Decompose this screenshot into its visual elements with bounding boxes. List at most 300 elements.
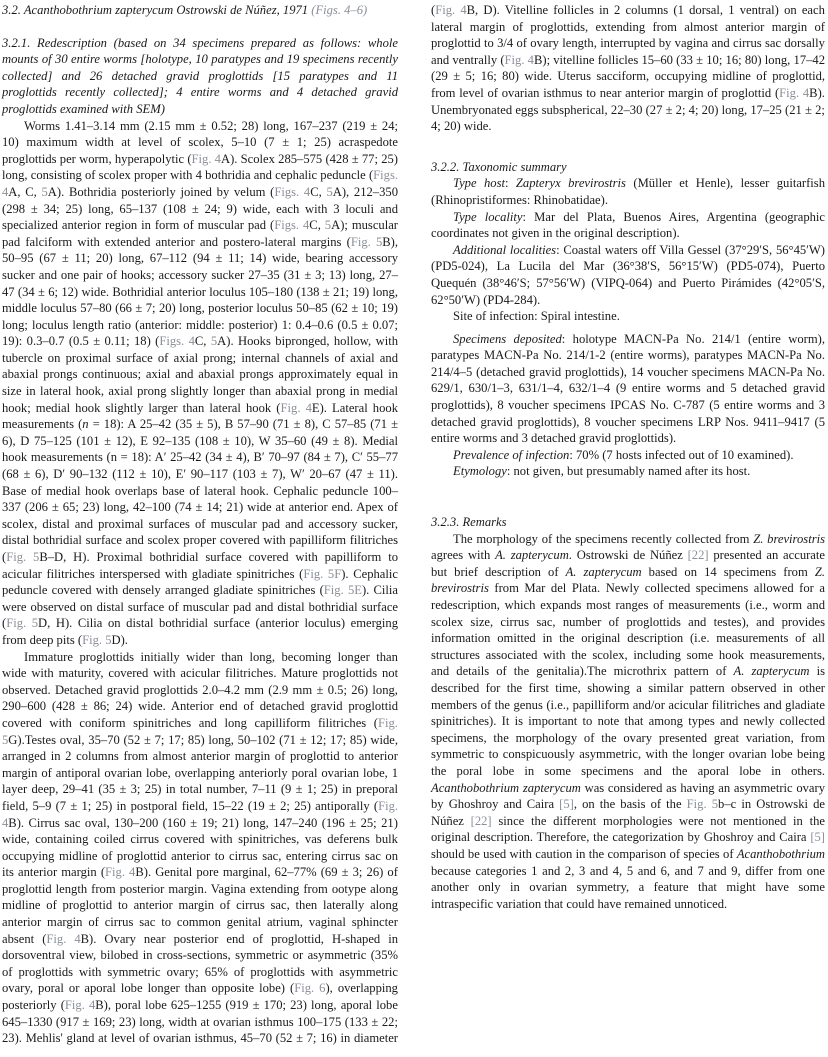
text-run: cross-sections, (156, 948, 231, 963)
text-run: columns (625, 3, 669, 17)
text-run: opposite (211, 981, 255, 996)
text-run: Uterus (557, 69, 591, 84)
text-run: at (200, 1014, 210, 1029)
text-run: subspherical, (541, 102, 608, 117)
text-run: or (292, 948, 304, 963)
text-run: laterally (323, 898, 365, 913)
text-run: C, (309, 218, 325, 233)
text-run: H-shaped (331, 931, 381, 946)
text-run: ). Cephalic peduncle covered with densely arranged gladiate spinitriches ( (2, 566, 398, 598)
text-run: sac, (262, 848, 282, 863)
text-run (166, 932, 174, 946)
text-run: marginal, (222, 865, 271, 880)
text-run: in (142, 948, 153, 963)
text-run: of (756, 69, 767, 84)
text-run: of (707, 85, 718, 100)
reference-link[interactable]: Fig. 4 (280, 400, 312, 415)
text-run: long, (372, 682, 398, 697)
reference-link[interactable]: Figs. 4 (159, 334, 195, 349)
text-run: end (226, 931, 245, 946)
text-run: gravid (106, 682, 140, 697)
text-run: with (79, 964, 102, 979)
text-run: symmetric (235, 948, 289, 963)
text-run: ( (500, 52, 505, 67)
text-run: to (483, 36, 494, 51)
text-run: ± (268, 798, 276, 813)
text-run: coiled (94, 832, 125, 847)
reference-link[interactable]: Fig. 5 (686, 797, 719, 812)
text-run: proglottids (322, 666, 378, 681)
text-run: midline (712, 69, 751, 84)
text-run: (33 (676, 52, 693, 67)
prevalence (431, 447, 825, 464)
right-column (431, 2, 825, 912)
text-run: poral (291, 765, 318, 780)
text-run: D, H). Cilia on distal bothridial surface (anterior loculus) emerging from deep pits ( (2, 616, 398, 647)
text-run: cirrus (229, 848, 258, 863)
text-run: deferens (327, 832, 370, 847)
text-run: coniform (79, 715, 126, 730)
text-run: 26) (351, 682, 369, 697)
text-run: observed. (2, 682, 51, 697)
italic-term: A. zapterycum (733, 664, 810, 679)
reference-link[interactable]: Fig. 5 (2, 715, 398, 747)
text-run: ± (316, 682, 324, 697)
italic-term: n (82, 417, 89, 432)
redescription-paragraph-continued (431, 2, 825, 135)
text-run: antiporally (315, 798, 370, 813)
text-run (505, 20, 512, 34)
text-run: becoming (281, 649, 332, 664)
reference-link[interactable]: Fig. 4 (435, 3, 467, 17)
text-run: long, (249, 649, 275, 664)
reference-link[interactable]: Fig. 4 (504, 52, 534, 67)
text-run: (160 (162, 815, 186, 830)
text-run: lobe, (362, 765, 388, 780)
text-run: A). Hooks bipronged, hollow, with tubercle on proximal surface of axial prong; internal channels of axial and abaxial prongs continuous; axial and abaxial prongs approximately equal in size in lateral hook, axial prong slightly longer than abaxial prong in medial hook; medial hook slightly larger than lateral hook ( (2, 334, 398, 415)
text-run: width (168, 1014, 197, 1029)
text-run: 19; (201, 815, 218, 830)
text-run: antiporal (55, 765, 101, 780)
text-run: dorsally (784, 36, 825, 51)
etymology-label: Etymology (453, 464, 507, 479)
text-run: long, (139, 1014, 165, 1029)
additional-localities-text: : Coastal waters off Villa Gessel (37°29′S, 56°45′W) (PD5-024), La Lucila del Mar (36°38′S, 56°15′W) (PD5-074), Puerto Quequén (38°46′S; 57°56′W) (VIPQ-064) and Puerto Pirámides (42°05′S, 62°50′W) (PD4-284). (431, 242, 826, 307)
reference-link[interactable]: Fig. 4 (191, 151, 221, 166)
text-run (764, 20, 771, 34)
reference-link[interactable]: Fig. 5 (6, 616, 39, 631)
text-run: 3/4 (497, 36, 514, 51)
reference-link[interactable]: 5 (326, 184, 333, 199)
reference-link[interactable]: Fig. 5E (323, 583, 362, 598)
text-run: 15–60 (641, 52, 673, 67)
text-run: preporal (356, 782, 398, 797)
text-run: 4; (688, 102, 699, 117)
text-run: view, (69, 948, 97, 963)
text-run: vas (304, 832, 322, 847)
text-run: is described for the first time, showing a similar pattern observed in other members of the genus (i.e., papilliform and/or acicular filitriches and gladiate spinitriches). It is important to note that among types and newly collected specimens, the morphology of the ovary presented great variation, from symmetric to conspicuously asymmetric, with the longer ovarian lobe being the poral lobe in some specimens and the aporal lobe in others. (431, 664, 825, 778)
text-run: initially (140, 649, 180, 664)
text-run: 625–1255 (170, 998, 222, 1013)
text-run: cirrus (104, 915, 134, 930)
reference-link[interactable]: Fig. 5 (350, 234, 383, 249)
text-run: of (2, 964, 13, 979)
italic-term: Acanthobothrium (736, 846, 825, 861)
text-run: to (214, 848, 225, 863)
specimens-deposited-label: Specimens deposited (453, 331, 562, 346)
text-run: ± (665, 102, 673, 117)
prevalence-text: : 70% (7 hosts infected out of 10 examined). (569, 447, 794, 462)
text-run: 2 (614, 3, 621, 17)
text-run: 85) (349, 732, 367, 747)
reference-link[interactable]: Fig. 5 (6, 550, 40, 564)
text-run: with (153, 666, 176, 681)
text-run: proglottids (143, 682, 198, 697)
text-run: ± (190, 815, 198, 830)
text-run: than (376, 649, 398, 664)
text-run: margin (668, 85, 704, 100)
text-run: ovarian (153, 1031, 191, 1046)
text-run: 645–1330 (2, 1014, 53, 1029)
text-run: presented an accurate but brief description of (431, 548, 825, 579)
text-run: overlapping (337, 981, 398, 996)
text-run: 2.0–4.2 (202, 682, 241, 697)
text-run: wide, (2, 832, 30, 847)
text-run: 2; (675, 102, 686, 117)
text-run: 25) (95, 798, 113, 813)
text-run: oval, (59, 732, 85, 747)
type-host-text: (Müller et Henle), lesser guitarfish (Rhinopristiformes: Rhinobatidae). (431, 176, 826, 207)
text-run: poral (115, 998, 141, 1013)
text-run: (19 (247, 798, 265, 813)
text-run: G).Testes (8, 732, 57, 747)
text-run: gland (66, 1031, 95, 1046)
text-run: ± (696, 52, 704, 67)
text-run: extending (249, 881, 300, 896)
text-run: anterior (171, 848, 211, 863)
text-run: with (210, 832, 233, 847)
text-run: of (487, 85, 498, 100)
text-run: 24) (115, 699, 133, 714)
text-run: 170; (263, 998, 287, 1013)
text-run: midline (2, 898, 41, 913)
text-run: of (233, 964, 245, 979)
text-run: long, (208, 732, 234, 747)
text-run: with (49, 715, 72, 730)
reference-link[interactable]: Fig. 5 (82, 632, 112, 647)
reference-link[interactable]: Fig. 4 (64, 998, 96, 1013)
text-run: 5; (465, 69, 476, 84)
reference-link[interactable]: Figs. 4 (274, 218, 310, 233)
text-run: anteriorly (238, 765, 288, 780)
text-run: b–c in Ostrowski de Núñez (431, 797, 825, 828)
text-run: acicular (180, 666, 221, 681)
text-run: or (68, 981, 80, 996)
text-run: to (344, 749, 355, 764)
text-run: 26) (366, 865, 384, 880)
text-run: 130–200 (114, 815, 159, 830)
text-run: ), (325, 981, 333, 996)
text-run: common (176, 915, 221, 930)
reference-link[interactable]: Fig. 5F (303, 566, 342, 581)
text-run: dorsoventral (2, 948, 65, 963)
text-run: field, (2, 798, 29, 813)
text-run: of (387, 865, 398, 880)
text-run: bulk (375, 832, 398, 847)
text-run: C, (194, 334, 211, 349)
text-run: columns (76, 749, 119, 764)
text-run: D). (111, 632, 128, 647)
text-run: sac (364, 848, 381, 863)
text-run: in (340, 1031, 351, 1046)
text-run (366, 716, 374, 730)
text-run: length (55, 881, 88, 896)
text-run: ovarian (213, 1014, 251, 1029)
text-run: B, (466, 3, 479, 17)
text-run: 35–70 (88, 732, 120, 747)
text-run: 29–41 (62, 782, 95, 797)
text-run: Cirrus (28, 815, 60, 830)
italic-term: A. zapterycum (495, 548, 569, 563)
text-run: proglottids (18, 964, 74, 979)
text-run: not (381, 666, 399, 681)
redescription-heading: 3.2.1. Redescription (based on 34 specimens prepared as follows: whole mounts of 30 entire worms [holotype, 10 paratypes and 19 specimens recently collected] and 26 detached gravid proglottids [15 paratypes and 11 proglottids recently collected]; 4 entire worms and 4 detached gravid proglottids examined with SEM) (2, 35, 398, 116)
text-run: D). (483, 3, 500, 17)
text-run: maturity, (58, 666, 104, 681)
text-run: proglottid (116, 848, 167, 863)
text-run: oval, (84, 815, 110, 830)
text-run: lobe (376, 998, 398, 1013)
text-run: ( (42, 931, 47, 946)
text-run: and (431, 52, 450, 67)
text-run: 25) (294, 798, 311, 813)
text-run: sac, (270, 898, 290, 913)
type-host-species: Zapteryx brevirostris (515, 176, 626, 191)
reference-link[interactable]: Fig. 4 (2, 798, 399, 830)
italic-term: Z. brevirostris (753, 531, 825, 546)
text-run: with (310, 964, 334, 979)
type-locality-label: Type locality (453, 209, 523, 224)
reference-link[interactable]: Figs. 4 (2, 168, 398, 199)
text-run: (69 (320, 865, 338, 880)
text-run: diameter (353, 1031, 398, 1046)
text-run: from (303, 881, 328, 896)
section-figure-link[interactable]: (Figs. 4–6) (311, 3, 368, 17)
text-run: ± (296, 1031, 303, 1046)
text-run: longer (337, 649, 370, 664)
text-run: 25; (360, 815, 377, 830)
text-run: eggs (515, 102, 539, 117)
text-run: Worms 1.41–3.14 mm (2.15 mm ± 0.52; 28) long, 167–237 (219 ± 24; 10) maximum width at level of scolex, 5–10 (7 ± 1; 25) acraspedote proglottids per worm, hyperapolytic ( (2, 118, 398, 166)
text-run: ). Cilia were observed on distal surface of muscular pad and distal bothridial surface ( (2, 583, 398, 631)
text-run: ( (774, 85, 780, 100)
text-run: from (91, 881, 116, 896)
text-run: near (599, 85, 622, 100)
text-run: margin (61, 865, 97, 880)
text-run: anterior (2, 915, 42, 930)
text-run: detached (259, 699, 305, 714)
text-run: (196 (321, 815, 345, 830)
reference-link[interactable]: Figs. 4 (274, 184, 311, 199)
reference-link[interactable]: [5] (559, 797, 574, 812)
text-run: lateral (431, 19, 463, 34)
text-run: (917 (55, 1014, 79, 1029)
reference-link[interactable]: Fig. 4 (46, 931, 81, 946)
text-run: bilobed (100, 948, 139, 963)
text-run: B). (8, 815, 25, 830)
text-run (462, 20, 469, 34)
text-run: ( (431, 3, 436, 17)
text-run: on (784, 3, 797, 17)
additional-localities-label: Additional localities (453, 242, 557, 257)
text-run (191, 716, 199, 730)
text-run: was considered as having an asymmetric ovary by Ghoshroy and Caira (431, 780, 825, 812)
text-run: entering (285, 848, 328, 863)
text-run: wider (186, 649, 215, 664)
text-run: A). Bothridia posteriorly joined by velum ( (47, 184, 275, 199)
text-run: sac (64, 815, 81, 830)
italic-term: Acanthobothrium zapterycum (431, 780, 581, 795)
text-run: lobe (145, 998, 167, 1013)
text-run: isthmus (254, 1014, 294, 1029)
section-title: Acanthobothrium zapterycum Ostrowski de Núñez, 1971 (23, 3, 309, 17)
reference-link[interactable]: Fig. 4 (105, 865, 136, 880)
text-run: symmetric (107, 964, 161, 979)
text-run (126, 716, 134, 730)
text-run: Mehlis' (25, 1031, 63, 1046)
text-run: margin (771, 19, 808, 34)
text-run (324, 932, 332, 946)
text-run: margin. (168, 881, 207, 896)
text-run: extending (595, 19, 646, 34)
reference-link[interactable]: Fig. 4 (779, 85, 810, 100)
text-run: follicles (597, 52, 639, 67)
text-run: absent (2, 931, 35, 946)
text-run: 85) (187, 732, 205, 747)
text-run: 15–22 (212, 798, 244, 813)
text-run: asymmetric (307, 948, 367, 963)
text-run: ovarian (104, 765, 143, 780)
text-run: 1; (306, 782, 317, 797)
text-run: agrees with (431, 548, 496, 563)
text-run: occupying (2, 848, 55, 863)
text-run: ± (349, 815, 357, 830)
text-run: Immature (24, 649, 73, 664)
text-run: of (41, 765, 52, 780)
text-run: with (31, 666, 54, 681)
text-run: 2 (65, 749, 72, 764)
text-run: ± (82, 1014, 90, 1029)
text-run: to (161, 915, 171, 930)
reference-link[interactable]: Fig. 6 (294, 981, 326, 996)
text-run: ovary (530, 36, 559, 51)
reference-link[interactable]: [5] (810, 830, 825, 845)
reference-link[interactable]: 5 (324, 218, 332, 233)
text-run: covered (108, 666, 149, 681)
text-run: of (101, 848, 113, 863)
text-run: (7 (55, 798, 67, 813)
text-run: of (46, 898, 57, 913)
text-run: to (586, 85, 596, 100)
text-run: (27 (645, 102, 663, 117)
text-run: mm (292, 682, 313, 697)
text-run: A), 212–350 (298 ± 34; 25) long, 65–137 (108 ± 24; 9) wide, each with 3 loculi and specialized anterior region in form of muscular pad ( (2, 184, 398, 233)
text-run: C, (310, 184, 327, 199)
redescription-paragraph-proglottids (2, 649, 398, 1047)
italic-term: A. zapterycum (565, 564, 642, 579)
text-run: 16; (725, 52, 742, 67)
text-run: long, (764, 52, 791, 67)
text-run: 80) (502, 69, 519, 84)
text-run: 86; (93, 699, 110, 714)
text-run: level (110, 1031, 136, 1046)
text-run: of (516, 36, 527, 51)
text-run: almost (152, 749, 187, 764)
reference-link[interactable]: 5 (41, 184, 48, 199)
text-run: B). (135, 865, 152, 880)
text-run: longer (147, 981, 180, 996)
text-run: then (295, 898, 318, 913)
text-run: long (224, 715, 247, 730)
text-run: aporal (84, 981, 116, 996)
text-run: covered (164, 832, 205, 847)
text-run: of (252, 931, 264, 946)
reference-link[interactable]: 5 (210, 334, 218, 349)
text-run: margin (234, 749, 271, 764)
text-run: ( (373, 715, 378, 730)
text-run: gravid (310, 699, 343, 714)
text-run: long, (311, 998, 337, 1013)
text-run: 16; (480, 69, 497, 84)
text-run: 25) (320, 782, 338, 797)
text-run: wide. (463, 119, 492, 134)
text-run: from (431, 85, 456, 100)
text-run: of (88, 915, 99, 930)
text-run: (35 (98, 782, 116, 797)
text-run: 7; (154, 732, 165, 747)
reference-link[interactable]: [22] (470, 813, 492, 828)
text-run: on (385, 848, 398, 863)
text-run: wide. (138, 699, 166, 714)
reference-link[interactable]: [22] (687, 548, 709, 563)
text-run: 25) (144, 782, 162, 797)
text-run: ( (290, 981, 295, 996)
text-run: , on the basis of the (573, 797, 687, 812)
text-run: 17; (330, 732, 347, 747)
text-run: total (179, 782, 203, 797)
text-run: proglottids (250, 964, 305, 979)
text-run: The morphology of the specimens recently collected from (453, 531, 754, 546)
text-run: (71 (279, 732, 296, 747)
text-run: ± (252, 998, 260, 1013)
text-run: along (370, 881, 399, 896)
text-run: of (219, 898, 231, 913)
text-run: 5–9 (32, 798, 52, 813)
text-run: field, (181, 798, 208, 813)
text-run: 21) (222, 815, 239, 830)
text-run: 50–102 (237, 732, 276, 747)
type-host: Type host: Zapteryx brevirostris (Müller et Henle), lesser guitarfish (Rhinopristiformes: Rhinobatidae). (431, 176, 826, 207)
text-run: (29 (431, 69, 448, 84)
text-run: vitelline (553, 52, 595, 67)
text-run: 2; (280, 798, 290, 813)
text-run: sac (764, 36, 782, 51)
text-run: ( (373, 798, 379, 813)
text-run: wide (2, 666, 27, 681)
text-run: proglottid (289, 749, 340, 764)
text-run: proglottids, (530, 19, 589, 34)
text-run: (52 (275, 1031, 293, 1046)
